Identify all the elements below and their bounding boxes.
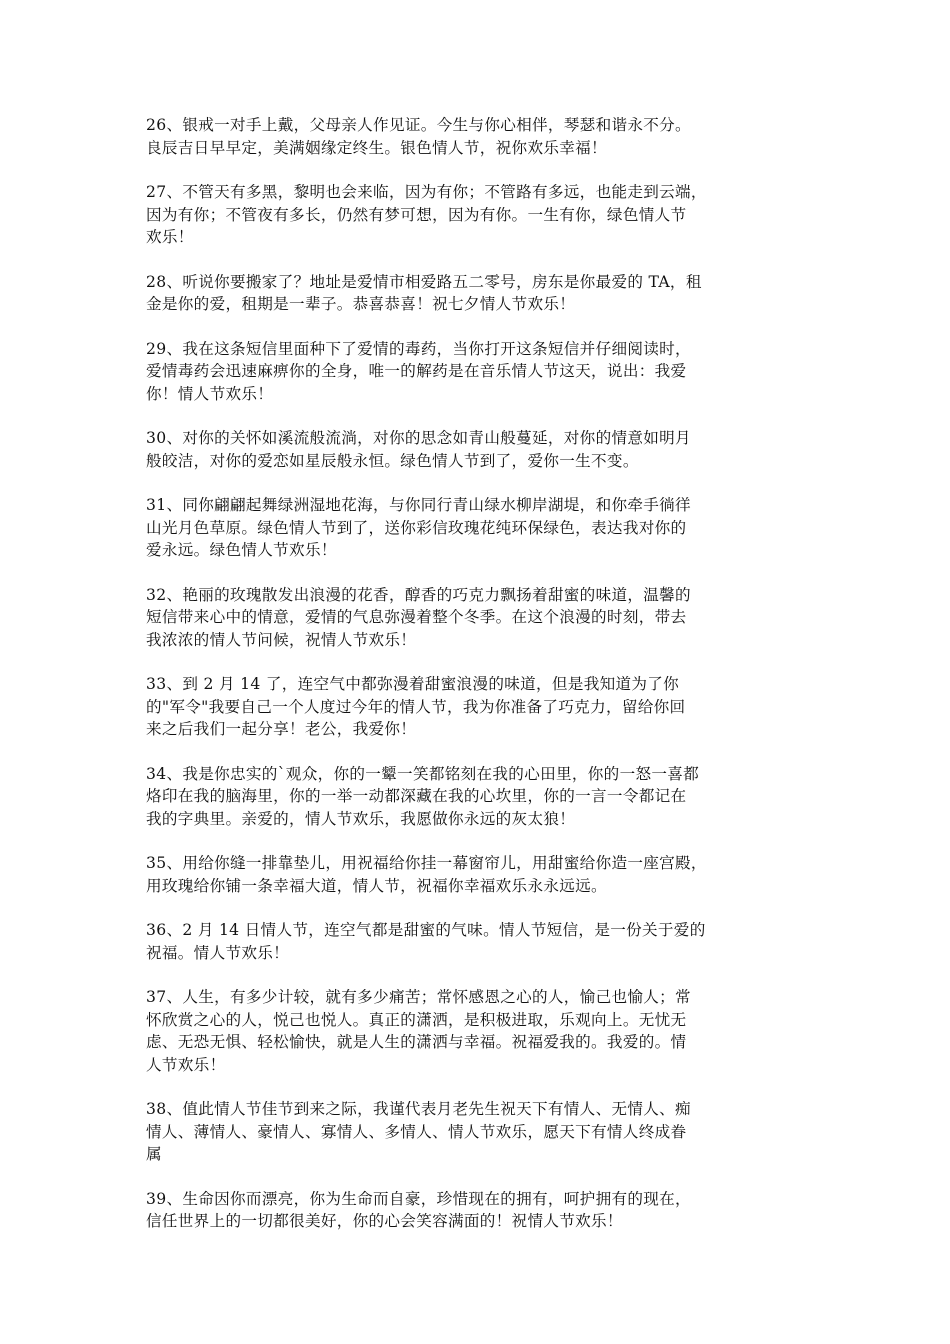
paragraph-line: 欢乐！ [146, 228, 194, 246]
paragraph-line: 爱永远。绿色情人节欢乐！ [146, 541, 337, 559]
paragraph-29 [146, 338, 812, 406]
paragraph-line: 金是你的爱，租期是一辈子。恭喜恭喜！祝七夕情人节欢乐！ [146, 295, 576, 313]
document-body [146, 114, 812, 1255]
paragraph-line: 祝福。情人节欢乐！ [146, 943, 290, 962]
paragraph-line: 33、到 2 月 14 了，连空气中都弥漫着甜蜜浪漫的味道，但是我知道为了你 [146, 675, 680, 693]
paragraph-line: 35、用给你缝一排靠垫儿，用祝福给你挂一幕窗帘儿，用甜蜜给你造一座宫殿， [146, 854, 707, 872]
paragraph-38 [146, 1098, 812, 1166]
paragraph-33 [146, 673, 812, 741]
paragraph-line: 34、我是你忠实的`观众，你的一颦一笑都铭刻在我的心田里，你的一怒一喜都 [146, 764, 700, 783]
paragraph-line: 情人、薄情人、豪情人、寡情人、多情人、情人节欢乐，愿天下有情人终成眷 [146, 1122, 687, 1141]
paragraph-line: 人节欢乐！ [146, 1055, 226, 1074]
paragraph-line: 来之后我们一起分享！老公，我爱你！ [146, 720, 417, 738]
paragraph-line: 27、不管天有多黑，黎明也会来临，因为有你；不管路有多远，也能走到云端， [146, 183, 707, 201]
paragraph-line: 良辰吉日早早定，美满姻缘定终生。银色情人节，祝你欢乐幸福！ [146, 138, 607, 157]
paragraph-32 [146, 584, 812, 652]
paragraph-line: 怀欣赏之心的人，悦己也悦人。真正的潇洒，是积极进取，乐观向上。无忧无 [146, 1010, 687, 1029]
paragraph-27 [146, 181, 812, 249]
paragraph-line: 36、2 月 14 日情人节，连空气都是甜蜜的气味。情人节短信，是一份关于爱的 [146, 921, 706, 939]
paragraph-35 [146, 852, 812, 897]
paragraph-line: 虑、无恐无惧、轻松愉快，就是人生的潇洒与幸福。祝福爱我的。我爱的。情 [146, 1033, 687, 1051]
paragraph-line: 39、生命因你而漂亮，你为生命而自豪，珍惜现在的拥有，呵护拥有的现在， [146, 1189, 691, 1208]
paragraph-line: 般皎洁，对你的爱恋如星辰般永恒。绿色情人节到了，爱你一生不变。 [146, 451, 639, 470]
paragraph-line: 爱情毒药会迅速麻痹你的全身，唯一的解药是在音乐情人节这天，说出：我爱 [146, 362, 687, 380]
paragraph-34 [146, 763, 812, 831]
paragraph-26 [146, 114, 812, 159]
paragraph-line: 山光月色草原。绿色情人节到了，送你彩信玫瑰花纯环保绿色，表达我对你的 [146, 518, 687, 537]
paragraph-line: 短信带来心中的情意，爱情的气息弥漫着整个冬季。在这个浪漫的时刻，带去 [146, 608, 687, 626]
paragraph-line: 属 [146, 1145, 162, 1163]
paragraph-line: 32、艳丽的玫瑰散发出浪漫的花香，醇香的巧克力飘扬着甜蜜的味道，温馨的 [146, 585, 691, 604]
paragraph-line: 我浓浓的情人节问候，祝情人节欢乐！ [146, 630, 417, 649]
paragraph-line: 烙印在我的脑海里，你的一举一动都深藏在我的心坎里，你的一言一令都记在 [146, 787, 687, 805]
paragraph-line: 38、值此情人节佳节到来之际，我谨代表月老先生祝天下有情人、无情人、痴 [146, 1100, 691, 1118]
paragraph-line: 的"军令"我要自己一个人度过今年的情人节，我为你准备了巧克力，留给你回 [146, 697, 686, 716]
paragraph-line: 我的字典里。亲爱的，情人节欢乐，我愿做你永远的灰太狼！ [146, 809, 576, 828]
paragraph-line: 因为有你；不管夜有多长，仍然有梦可想，因为有你。一生有你，绿色情人节 [146, 205, 687, 224]
paragraph-line: 用玫瑰给你铺一条幸福大道，情人节，祝福你幸福欢乐永永远远。 [146, 876, 607, 895]
paragraph-28 [146, 271, 812, 316]
paragraph-line: 37、人生，有多少计较，就有多少痛苦；常怀感恩之心的人，愉己也愉人；常 [146, 988, 691, 1006]
paragraph-line: 你！情人节欢乐！ [146, 384, 274, 403]
paragraph-36 [146, 919, 812, 964]
paragraph-line: 29、我在这条短信里面种下了爱情的毒药，当你打开这条短信并仔细阅读时， [146, 339, 691, 358]
paragraph-31 [146, 494, 812, 562]
paragraph-line: 26、银戒一对手上戴，父母亲人作见证。今生与你心相伴，琴瑟和谐永不分。 [146, 116, 691, 134]
paragraph-37 [146, 986, 812, 1076]
paragraph-30 [146, 427, 812, 472]
paragraph-39 [146, 1188, 812, 1233]
paragraph-line: 30、对你的关怀如溪流般流淌，对你的思念如青山般蔓延，对你的情意如明月 [146, 429, 691, 447]
paragraph-line: 28、听说你要搬家了？地址是爱情市相爱路五二零号，房东是你最爱的 TA，租 [146, 272, 702, 291]
paragraph-line: 31、同你翩翩起舞绿洲湿地花海，与你同行青山绿水柳岸湖堤，和你牵手徜徉 [146, 496, 691, 514]
paragraph-line: 信任世界上的一切都很美好，你的心会笑容满面的！祝情人节欢乐！ [146, 1212, 623, 1230]
